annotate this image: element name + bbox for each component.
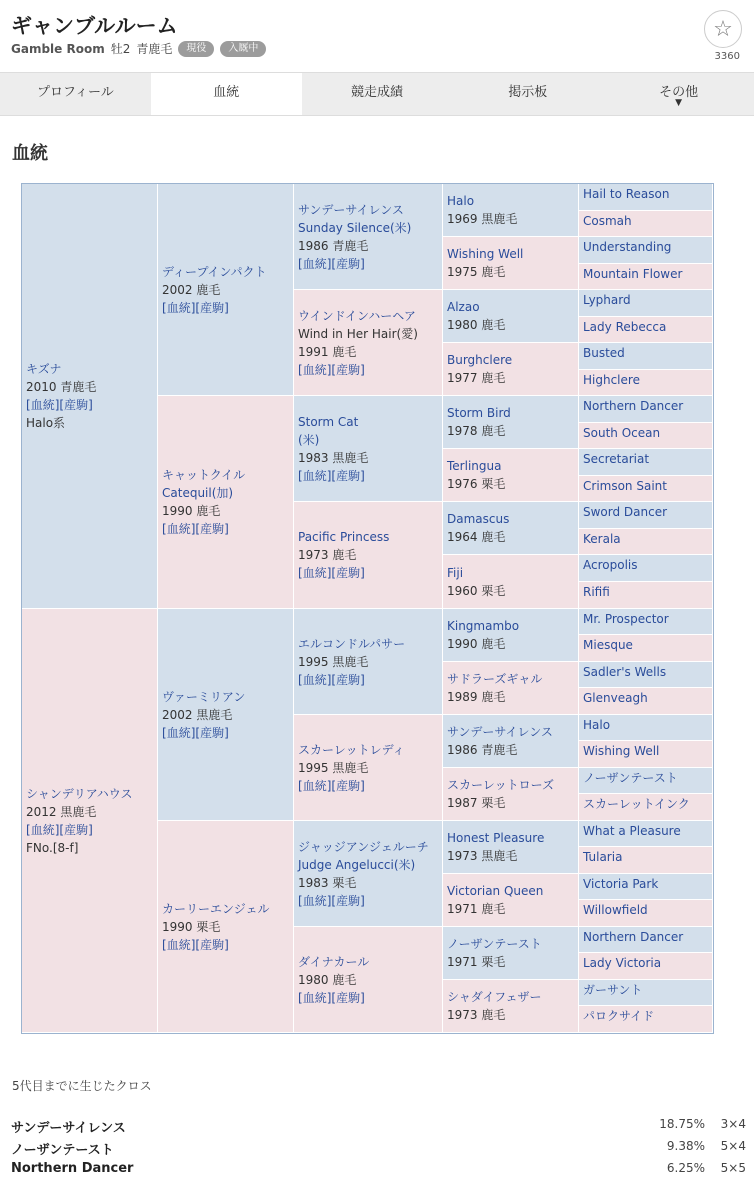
pedigree-link[interactable]: 血統 (302, 672, 327, 687)
horse-name-link[interactable]: Alzao (447, 300, 480, 314)
tab-race-results[interactable]: 競走成績 (350, 85, 403, 100)
produce-link[interactable]: 産駒 (336, 468, 361, 483)
pedigree-cell-gen4 (443, 555, 579, 609)
horse-name-link[interactable]: キズナ (26, 362, 62, 376)
pedigree-cell-gen5[interactable]: Kerala (579, 529, 713, 555)
pedigree-cell-gen5[interactable]: ノーザンテースト (579, 768, 713, 794)
pedigree-cell-gen5[interactable]: Hail to Reason (579, 184, 713, 211)
pedigree-links: [血統][産駒] (298, 990, 365, 1005)
tab-pedigree[interactable]: 血統 (151, 73, 302, 115)
sex-age: 牡2 (110, 42, 131, 56)
horse-name-link[interactable]: シャダイフェザー (447, 990, 542, 1004)
horse-name-link[interactable]: Kingmambo (447, 619, 520, 633)
cross-name[interactable]: サンデーサイレンス (11, 1121, 126, 1136)
pedigree-cell-gen5[interactable]: Victoria Park (579, 874, 713, 900)
horse-name-link[interactable]: ジャッジアンジェルーチ (298, 839, 429, 854)
produce-link[interactable]: 産駒 (200, 300, 225, 315)
cross-name[interactable]: Northern Dancer (11, 1161, 134, 1176)
pedigree-cell-gen5[interactable]: Lyphard (579, 290, 713, 317)
star-icon: ☆ (713, 16, 733, 42)
horse-name-link[interactable]: エルコンドルパサー (298, 636, 406, 651)
cross-generation: 5×4 (720, 1139, 746, 1153)
pedigree-cell-gen3 (294, 502, 443, 609)
horse-year-color: 1973 黒鹿毛 (447, 849, 518, 863)
pedigree-cell-gen5[interactable]: Lady Rebecca (579, 317, 713, 343)
cross-percent: 9.38% (666, 1139, 705, 1153)
horse-year-color: 1983 栗毛 (298, 875, 357, 890)
horse-name-link[interactable]: Halo (447, 194, 475, 208)
horse-year-color: 2012 黒鹿毛 (26, 804, 97, 819)
cross-row (11, 1139, 746, 1159)
produce-link[interactable]: 産駒 (336, 256, 361, 271)
horse-name-en: Gamble Room (11, 41, 105, 56)
tab-other[interactable]: その他 ▼ (659, 85, 699, 108)
horse-subinfo (11, 40, 266, 57)
horse-name-link[interactable]: Catequil(加) (162, 486, 234, 500)
pedigree-cell-gen3 (294, 927, 443, 1033)
horse-year-color: 1980 鹿毛 (298, 972, 357, 987)
horse-name-link[interactable]: Storm Bird (447, 406, 511, 420)
tab-profile[interactable]: プロフィール (37, 85, 114, 100)
pedigree-cell-gen1 (22, 609, 158, 1033)
pedigree-cell-gen4 (443, 874, 579, 927)
pedigree-cell-gen5[interactable]: スカーレットインク (579, 794, 713, 821)
status-badge-stable: 入厩中 (220, 41, 266, 57)
horse-year-color: 2002 鹿毛 (162, 282, 221, 297)
pedigree-cell-gen3 (294, 715, 443, 821)
pedigree-cell-gen4 (443, 343, 579, 396)
horse-year-color: 2002 黒鹿毛 (162, 707, 233, 722)
pedigree-cell-gen4 (443, 449, 579, 502)
pedigree-links: [血統][産駒] (162, 725, 229, 740)
chevron-down-icon: ▼ (675, 98, 683, 108)
pedigree-cell-gen2 (158, 609, 294, 821)
produce-link[interactable]: 産駒 (336, 893, 361, 908)
produce-link[interactable]: 産駒 (336, 566, 361, 580)
pedigree-cell-gen4 (443, 927, 579, 980)
horse-name-link[interactable]: Storm Cat (298, 414, 359, 429)
horse-name-link[interactable]: Sunday Silence(米) (298, 220, 412, 235)
pedigree-cell-gen4 (443, 980, 579, 1033)
horse-name-link[interactable]: キャットクイル (162, 468, 246, 482)
cross-row (11, 1161, 746, 1181)
horse-name-link[interactable]: Damascus (447, 512, 510, 526)
horse-year-color: 1980 鹿毛 (447, 318, 506, 332)
pedigree-link[interactable]: 血統 (302, 256, 327, 271)
horse-name-link[interactable]: Victorian Queen (447, 884, 544, 898)
pedigree-cell-gen5[interactable]: Acropolis (579, 555, 713, 582)
horse-year-color: 1960 栗毛 (447, 583, 506, 598)
pedigree-cell-gen5[interactable]: Sword Dancer (579, 502, 713, 529)
pedigree-link[interactable]: 血統 (302, 468, 327, 483)
produce-link[interactable]: 産駒 (336, 778, 361, 793)
pedigree-cell-gen5[interactable]: Tularia (579, 847, 713, 874)
horse-year-color: 1990 鹿毛 (447, 637, 506, 651)
horse-name-link[interactable]: ウインドインハーヘア (298, 308, 416, 323)
pedigree-cell-gen4 (443, 821, 579, 874)
status-badge-active: 現役 (178, 41, 214, 57)
pedigree-links: [血統][産駒] (298, 362, 365, 377)
cross-name[interactable]: ノーザンテースト (11, 1143, 114, 1158)
horse-name: ギャンブルルーム (11, 14, 178, 38)
horse-year-color: 2010 青鹿毛 (26, 380, 97, 394)
pedigree-cell-gen4 (443, 396, 579, 449)
horse-foreign-name: Wind in Her Hair(愛) (298, 326, 418, 341)
pedigree-cell-gen5[interactable]: Understanding (579, 237, 713, 264)
pedigree-cell-gen5[interactable]: Wishing Well (579, 741, 713, 768)
horse-name-link[interactable]: Wishing Well (447, 247, 524, 261)
horse-name-link[interactable]: サンデーサイレンス (447, 725, 553, 739)
horse-year-color: 1978 鹿毛 (447, 424, 506, 438)
pedigree-link[interactable]: 血統 (302, 893, 327, 908)
horse-year-color: 1986 青鹿毛 (298, 238, 369, 253)
horse-year-color: 1986 青鹿毛 (447, 743, 518, 757)
horse-year-color: 1989 鹿毛 (447, 690, 506, 704)
pedigree-link[interactable]: 血統 (30, 398, 55, 412)
horse-name-link[interactable]: スカーレットローズ (447, 778, 555, 792)
pedigree-cell-gen4 (443, 768, 579, 821)
pedigree-cell-gen5[interactable]: Secretariat (579, 449, 713, 476)
coat-color: 青鹿毛 (136, 42, 173, 56)
cross-row (11, 1117, 746, 1137)
pedigree-links: [血統][産駒] (162, 522, 229, 536)
pedigree-cell-gen3 (294, 821, 443, 927)
horse-name-link[interactable]: ダイナカール (298, 954, 370, 969)
produce-link[interactable]: 産駒 (200, 725, 225, 740)
pedigree-cell-gen4 (443, 502, 579, 555)
pedigree-links: [血統][産駒] (162, 937, 229, 952)
pedigree-cell-gen5[interactable]: Sadler's Wells (579, 662, 713, 688)
horse-year-color: 1964 鹿毛 (447, 530, 506, 544)
horse-name-link[interactable]: スカーレットレディ (298, 742, 405, 757)
pedigree-link[interactable]: 血統 (166, 300, 191, 315)
pedigree-links: [血統][産駒] (298, 778, 365, 793)
tab-bar (0, 72, 754, 116)
pedigree-cell-gen5[interactable]: Northern Dancer (579, 927, 713, 953)
pedigree-links: [血統][産駒] (26, 398, 93, 412)
cross-generation: 3×4 (720, 1117, 746, 1131)
pedigree-cell-gen1 (22, 184, 158, 609)
pedigree-link[interactable]: 血統 (302, 566, 327, 580)
pedigree-cell-gen4 (443, 184, 579, 237)
pedigree-link[interactable]: 血統 (302, 778, 327, 793)
pedigree-cell-gen5[interactable]: Busted (579, 343, 713, 370)
pedigree-cell-gen5[interactable]: ガーサント (579, 980, 713, 1006)
favorite-count: 3360 (714, 51, 740, 62)
horse-year-color: 1995 黒鹿毛 (298, 654, 369, 669)
horse-year-color: 1969 黒鹿毛 (447, 212, 518, 226)
horse-year-color: 1976 栗毛 (447, 477, 506, 491)
pedigree-cell-gen5[interactable]: Highclere (579, 370, 713, 396)
horse-year-color: 1990 鹿毛 (162, 504, 221, 518)
pedigree-cell-gen4 (443, 609, 579, 662)
pedigree-link[interactable]: 血統 (30, 822, 55, 837)
pedigree-cell-gen2 (158, 396, 294, 609)
pedigree-cell-gen4 (443, 290, 579, 343)
produce-link[interactable]: 産駒 (200, 522, 225, 536)
pedigree-cell-gen5[interactable]: Miesque (579, 635, 713, 662)
pedigree-cell-gen5[interactable]: Glenveagh (579, 688, 713, 715)
horse-year-color: 1991 鹿毛 (298, 344, 357, 359)
horse-year-color: 1971 栗毛 (447, 955, 506, 969)
pedigree-cell-gen5[interactable]: Northern Dancer (579, 396, 713, 423)
pedigree-cell-gen2 (158, 184, 294, 396)
horse-name-link[interactable]: Fiji (447, 565, 464, 580)
pedigree-cell-gen3 (294, 396, 443, 502)
cross-percent: 18.75% (659, 1117, 705, 1131)
produce-link[interactable]: 産駒 (64, 398, 89, 412)
horse-name-link[interactable]: シャンデリアハウス (26, 786, 133, 801)
horse-year-color: 1973 鹿毛 (447, 1008, 506, 1022)
pedigree-link[interactable]: 血統 (302, 362, 327, 377)
pedigree-cell-gen5[interactable]: Willowfield (579, 900, 713, 927)
pedigree-links: [血統][産駒] (298, 256, 365, 271)
produce-link[interactable]: 産駒 (336, 362, 361, 377)
pedigree-cell-gen3 (294, 184, 443, 290)
pedigree-links: [血統][産駒] (298, 893, 365, 908)
horse-name-link[interactable]: カーリーエンジェル (162, 901, 270, 916)
horse-name-link[interactable]: Burghclere (447, 353, 513, 367)
pedigree-link[interactable]: 血統 (302, 990, 327, 1005)
section-title: 血統 (12, 143, 48, 164)
horse-year-color: 1971 鹿毛 (447, 902, 506, 916)
pedigree-table (21, 183, 714, 1034)
horse-year-color: 1973 鹿毛 (298, 548, 357, 562)
pedigree-cell-gen3 (294, 290, 443, 396)
horse-name-link[interactable]: (米) (298, 432, 320, 447)
pedigree-links: [血統][産駒] (298, 566, 365, 580)
horse-extra-info: FNo.[8-f] (26, 840, 79, 855)
horse-name-link[interactable]: ノーザンテースト (447, 937, 542, 951)
horse-year-color: 1983 黒鹿毛 (298, 450, 369, 465)
pedigree-cell-gen5[interactable]: Cosmah (579, 211, 713, 237)
horse-name-link[interactable]: Honest Pleasure (447, 831, 545, 845)
cross-title: 5代目までに生じたクロス (12, 1079, 152, 1093)
pedigree-cell-gen5[interactable]: Rififi (579, 582, 713, 609)
cross-generation: 5×5 (720, 1161, 746, 1175)
pedigree-cell-gen5[interactable]: Mountain Flower (579, 264, 713, 290)
pedigree-cell-gen5[interactable]: Halo (579, 715, 713, 741)
favorite-star-button[interactable] (704, 10, 742, 48)
pedigree-links: [血統][産駒] (298, 468, 365, 483)
horse-name-link[interactable]: サドラーズギャル (447, 672, 543, 686)
horse-year-color: 1977 鹿毛 (447, 371, 506, 385)
pedigree-link[interactable]: 血統 (166, 522, 191, 536)
produce-link[interactable]: 産駒 (336, 672, 361, 687)
horse-year-color: 1975 鹿毛 (447, 265, 506, 279)
horse-extra-info: Halo系 (26, 416, 66, 430)
pedigree-cell-gen3 (294, 609, 443, 715)
horse-year-color: 1987 栗毛 (447, 796, 506, 810)
pedigree-cell-gen4 (443, 662, 579, 715)
horse-name-link[interactable]: Judge Angelucci(米) (298, 857, 416, 872)
pedigree-links: [血統][産駒] (162, 300, 229, 315)
produce-link[interactable]: 産駒 (64, 822, 89, 837)
pedigree-cell-gen5[interactable]: South Ocean (579, 423, 713, 449)
horse-year-color: 1990 栗毛 (162, 919, 221, 934)
pedigree-cell-gen2 (158, 821, 294, 1033)
pedigree-cell-gen5[interactable]: Lady Victoria (579, 953, 713, 980)
produce-link[interactable]: 産駒 (200, 937, 225, 952)
cross-percent: 6.25% (666, 1161, 705, 1175)
pedigree-cell-gen5[interactable]: パロクサイド (579, 1006, 713, 1033)
pedigree-cell-gen5[interactable]: What a Pleasure (579, 821, 713, 847)
horse-name-link[interactable]: ディープインパクト (162, 264, 267, 279)
horse-name-link[interactable]: ヴァーミリアン (162, 689, 246, 704)
pedigree-cell-gen4 (443, 715, 579, 768)
pedigree-cell-gen5[interactable]: Mr. Prospector (579, 609, 713, 635)
pedigree-link[interactable]: 血統 (166, 725, 191, 740)
horse-name-link[interactable]: Pacific Princess (298, 530, 390, 544)
pedigree-cell-gen5[interactable]: Crimson Saint (579, 476, 713, 502)
pedigree-link[interactable]: 血統 (166, 937, 191, 952)
horse-name-link[interactable]: サンデーサイレンス (298, 202, 404, 217)
horse-year-color: 1995 黒鹿毛 (298, 760, 369, 775)
pedigree-cell-gen4 (443, 237, 579, 290)
pedigree-links: [血統][産駒] (298, 672, 365, 687)
horse-header (0, 0, 754, 72)
tab-board[interactable]: 掲示板 (508, 85, 548, 100)
horse-name-link[interactable]: Terlingua (447, 459, 502, 473)
produce-link[interactable]: 産駒 (336, 990, 361, 1005)
pedigree-links: [血統][産駒] (26, 822, 93, 837)
